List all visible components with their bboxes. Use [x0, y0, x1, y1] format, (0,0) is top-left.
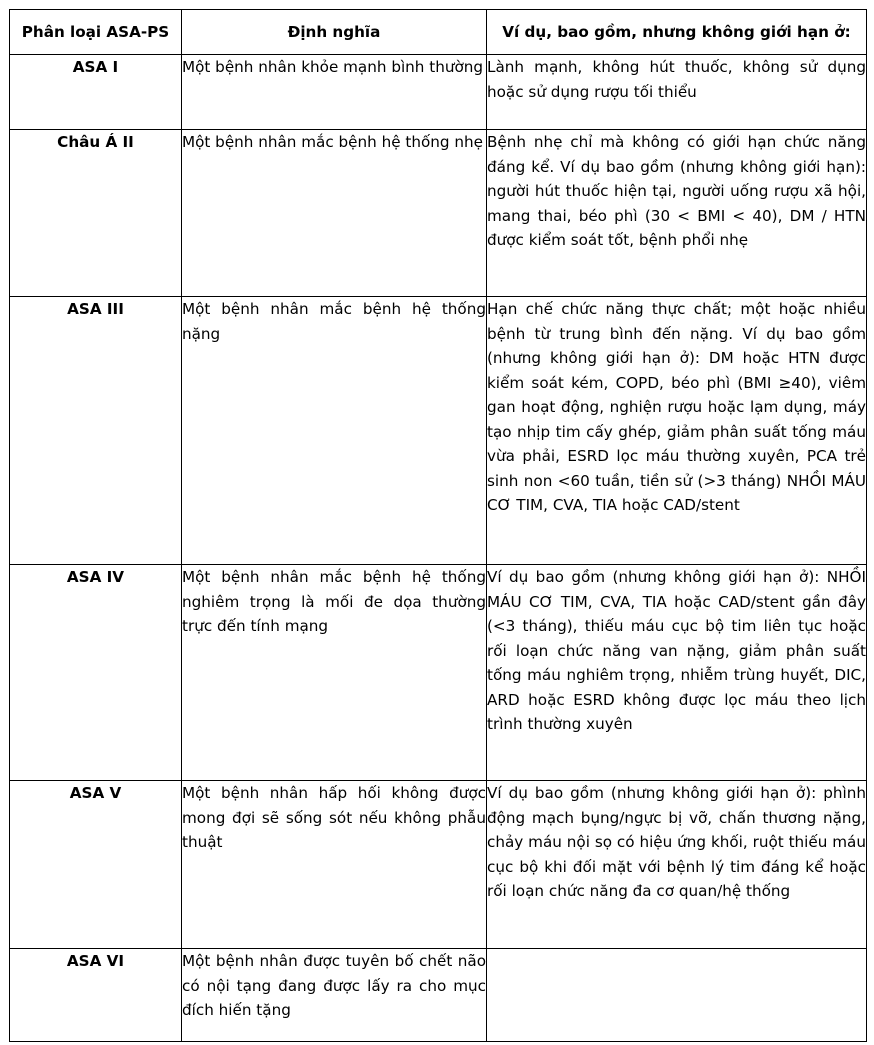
definition-text: Một bệnh nhân được tuyên bố chết não có nội tạng đang được lấy ra cho mục đích hiến tặng	[182, 952, 486, 1019]
classification-cell: Châu Á II	[10, 130, 182, 297]
table-row	[10, 297, 867, 565]
table-row	[10, 949, 867, 1042]
examples-cell	[487, 297, 867, 565]
examples-cell	[487, 781, 867, 949]
definition-text: Một bệnh nhân mắc bệnh hệ thống nghiêm trọng là mối đe dọa thường trực đến tính mạng	[182, 568, 486, 635]
examples-text: Ví dụ bao gồm (nhưng không giới hạn ở): phình động mạch bụng/ngực bị vỡ, chấn thương nặng, chảy máu nội sọ có hiệu ứng khối, ruột thiếu máu cục bộ khi đối mặt với bệnh lý tim đáng kể hoặc rối loạn chức năng đa cơ quan/hệ thống	[487, 784, 866, 900]
examples-cell	[487, 565, 867, 781]
classification-cell: ASA V	[10, 781, 182, 949]
asa-classification-table	[9, 9, 867, 1042]
header-classification: Phân loại ASA-PS	[10, 10, 182, 55]
header-row	[10, 10, 867, 55]
examples-cell	[487, 130, 867, 297]
table-row	[10, 130, 867, 297]
examples-text: Ví dụ bao gồm (nhưng không giới hạn ở): NHỒI MÁU CƠ TIM, CVA, TIA hoặc CAD/stent gần đây (<3 tháng), thiếu máu cục bộ tim liên tục hoặc rối loạn chức năng van nặng, giảm phân suất tống máu nghiêm trọng, nhiễm trùng huyết, DIC, ARD hoặc ESRD không được lọc máu theo lịch trình thường xuyên	[487, 568, 866, 733]
header-definition: Định nghĩa	[182, 10, 487, 55]
examples-cell	[487, 949, 867, 1042]
definition-text: Một bệnh nhân mắc bệnh hệ thống nhẹ	[182, 133, 483, 151]
classification-cell: ASA III	[10, 297, 182, 565]
table-row	[10, 781, 867, 949]
definition-cell	[182, 565, 487, 781]
examples-text: Lành mạnh, không hút thuốc, không sử dụng hoặc sử dụng rượu tối thiểu	[487, 58, 866, 101]
examples-cell	[487, 55, 867, 130]
definition-text: Một bệnh nhân khỏe mạnh bình thường	[182, 58, 484, 76]
definition-cell	[182, 949, 487, 1042]
examples-text: Hạn chế chức năng thực chất; một hoặc nhiều bệnh từ trung bình đến nặng. Ví dụ bao gồm (nhưng không giới hạn ở): DM hoặc HTN được kiểm soát kém, COPD, béo phì (BMI ≥40), viêm gan hoạt động, nghiện rượu hoặc lạm dụng, máy tạo nhịp tim cấy ghép, giảm phân suất tống máu vừa phải, ESRD lọc máu thường xuyên, PCA trẻ sinh non <60 tuần, tiền sử (>3 tháng) NHỒI MÁU CƠ TIM, CVA, TIA hoặc CAD/stent	[487, 300, 866, 514]
definition-text: Một bệnh nhân mắc bệnh hệ thống nặng	[182, 300, 486, 343]
definition-cell	[182, 130, 487, 297]
definition-cell	[182, 781, 487, 949]
definition-cell	[182, 297, 487, 565]
classification-cell: ASA I	[10, 55, 182, 130]
table-row	[10, 55, 867, 130]
table-row	[10, 565, 867, 781]
definition-text: Một bệnh nhân hấp hối không được mong đợi sẽ sống sót nếu không phẫu thuật	[182, 784, 486, 851]
examples-text: Bệnh nhẹ chỉ mà không có giới hạn chức năng đáng kể. Ví dụ bao gồm (nhưng không giới hạn): người hút thuốc hiện tại, người uống rượu xã hội, mang thai, béo phì (30 < BMI < 40), DM / HTN được kiểm soát tốt, bệnh phổi nhẹ	[487, 133, 866, 249]
classification-cell: ASA VI	[10, 949, 182, 1042]
definition-cell	[182, 55, 487, 130]
classification-cell: ASA IV	[10, 565, 182, 781]
header-examples: Ví dụ, bao gồm, nhưng không giới hạn ở:	[487, 10, 867, 55]
